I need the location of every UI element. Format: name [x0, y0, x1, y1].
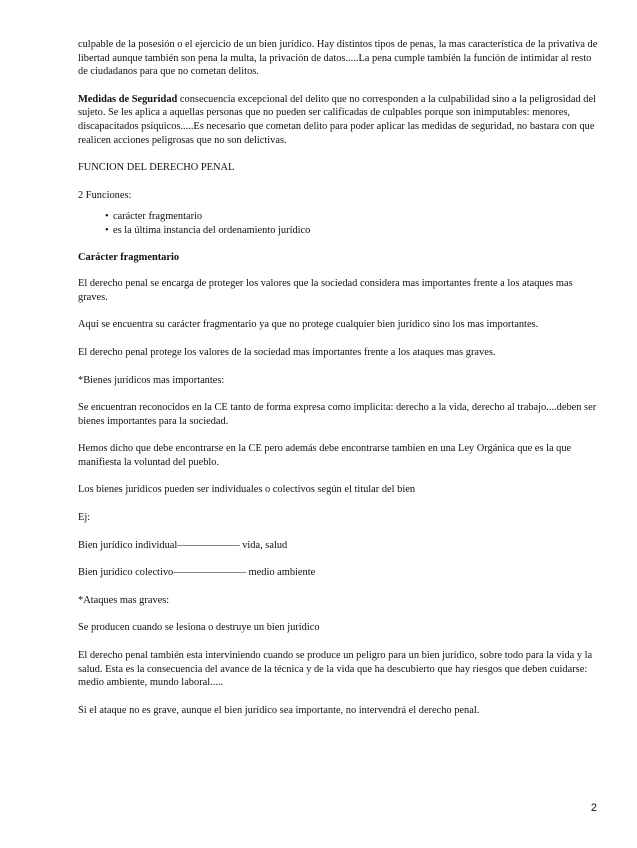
- page-content: [78, 38, 600, 731]
- paragraph: Si el ataque no es grave, aunque el bien jurídico sea importante, no intervendrá el derecho penal.: [78, 704, 480, 716]
- paragraph: *Ataques mas graves:: [78, 594, 170, 606]
- list-item: • carácter fragmentario: [105, 210, 600, 224]
- list-item: • es la última instancia del ordenamiento jurídico: [105, 224, 600, 238]
- page-number: 2: [590, 802, 597, 814]
- paragraph: El derecho penal también esta interviniendo cuando se produce un peligro para un bien jurídico, sobre todo para la vida y la salud. Esta es la consecuencia del avance de la técnica y de la vida que ha descubierto que hay riesgos que deben cuidarse: medio ambiente, mundo laboral.....: [78, 650, 593, 689]
- paragraph: Aquí se encuentra su carácter fragmentario ya que no protege cualquier bien jurídico sino los mas importantes.: [78, 319, 539, 331]
- heading-caracter-fragmentario: Carácter fragmentario: [78, 251, 180, 263]
- paragraph: *Bienes jurídicos mas importantes:: [78, 374, 225, 386]
- paragraph-medidas-seguridad: [78, 93, 600, 147]
- paragraph: Bien jurídico colectivo——————— medio ambiente: [78, 567, 316, 579]
- paragraph-penas: culpable de la posesión o el ejercicio de un bien jurídico. Hay distintos tipos de penas, la mas característica de la privativa de libertad aunque también son pena la multa, la privación de datos.....La pena cumple también la función de intimidar al resto de ciudadanos para que no cometan delitos.: [78, 39, 598, 78]
- paragraph: Se producen cuando se lesiona o destruye un bien jurídico: [78, 622, 320, 634]
- paragraph-medidas-text: consecuencia excepcional del delito que no corresponden a la culpabilidad sino a la peligrosidad del sujeto. Se les aplica a aquellas personas que no pueden ser calificadas de culpables porque son inimputables: menores, discapacitados psíquicos.....Es necesario que cometan delito para poder aplicar las medidas de seguridad, no bastara con que realicen acciones peligrosas que no son delictivas.: [78, 93, 596, 146]
- paragraph: Se encuentran reconocidos en la CE tanto de forma expresa como implicita: derecho a la vida, derecho al trabajo....deben ser bienes importantes para la sociedad.: [78, 402, 597, 427]
- paragraph: El derecho penal se encarga de proteger los valores que la sociedad considera mas importantes frente a los ataques mas graves.: [78, 278, 573, 303]
- paragraph: Bien jurídico individual—————— vida, salud: [78, 539, 288, 551]
- paragraph: El derecho penal protege los valores de la sociedad mas importantes frente a los ataques mas graves.: [78, 346, 496, 358]
- term-medidas-seguridad: Medidas de Seguridad: [78, 93, 178, 105]
- section-title-funcion: FUNCION DEL DERECHO PENAL: [78, 162, 235, 174]
- paragraph: Hemos dicho que debe encontrarse en la CE pero además debe encontrarse tambien en una Ley Orgánica que es la que manifiesta la voluntad del pueblo.: [78, 443, 572, 468]
- funciones-list: [78, 210, 600, 237]
- paragraph: Ej:: [78, 512, 91, 524]
- paragraph-funciones: 2 Funciones:: [78, 189, 132, 201]
- paragraph: Los bienes jurídicos pueden ser individuales o colectivos según el titular del bien: [78, 484, 416, 496]
